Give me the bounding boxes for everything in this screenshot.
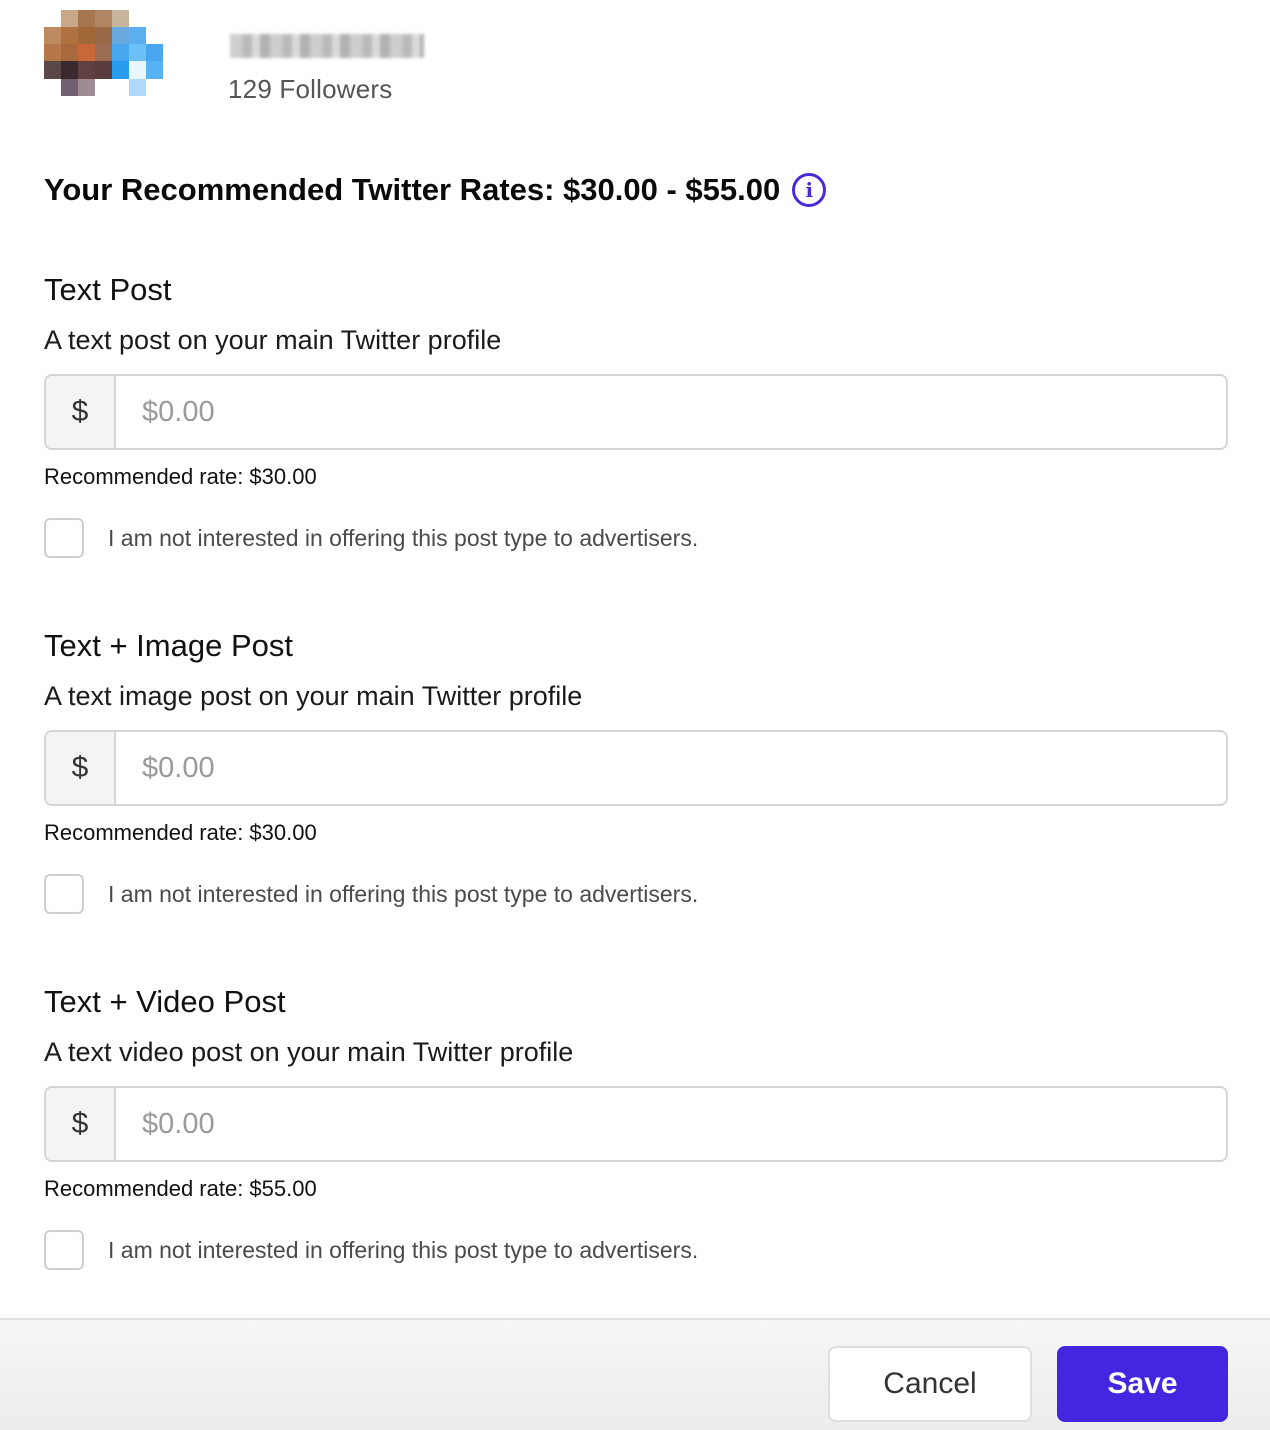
avatar-pixel — [61, 10, 78, 27]
currency-prefix: $ — [46, 1088, 116, 1160]
section-title: Text Post — [44, 272, 172, 307]
opt-out-label: I am not interested in offering this post type to advertisers. — [108, 524, 699, 551]
avatar-pixel — [129, 44, 146, 61]
avatar-pixel — [146, 96, 163, 113]
avatar-pixel — [78, 113, 95, 130]
avatar-pixel — [163, 27, 180, 44]
avatar — [44, 10, 180, 130]
avatar-pixel — [78, 96, 95, 113]
opt-out-label: I am not interested in offering this post type to advertisers. — [108, 1236, 699, 1263]
avatar-pixel — [129, 79, 146, 96]
opt-out-row — [44, 874, 1228, 914]
modal-footer — [0, 1318, 1270, 1430]
price-input-group — [44, 1086, 1228, 1162]
avatar-pixel — [61, 79, 78, 96]
avatar-pixel — [44, 113, 61, 130]
avatar-pixel — [146, 27, 163, 44]
section-text-image-post — [44, 626, 1228, 914]
avatar-pixel — [163, 44, 180, 61]
section-description: A text post on your main Twitter profile — [44, 325, 502, 355]
avatar-pixel — [78, 44, 95, 61]
avatar-pixel — [163, 113, 180, 130]
avatar-pixel — [78, 10, 95, 27]
avatar-pixel — [112, 61, 129, 78]
section-title: Text + Image Post — [44, 628, 293, 663]
section-text-video-post — [44, 982, 1228, 1270]
avatar-pixel — [44, 79, 61, 96]
recommended-rates-text: Your Recommended Twitter Rates: $30.00 - $55.00 — [44, 172, 781, 207]
avatar-pixel — [95, 27, 112, 44]
avatar-pixel — [95, 113, 112, 130]
avatar-pixel — [129, 27, 146, 44]
opt-out-row — [44, 1230, 1228, 1270]
avatar-pixel — [146, 79, 163, 96]
opt-out-checkbox[interactable] — [44, 874, 84, 914]
avatar-pixel — [129, 61, 146, 78]
avatar-pixel — [146, 61, 163, 78]
follower-count: 129 Followers — [228, 74, 393, 104]
avatar-pixelated-image — [44, 10, 180, 130]
price-input[interactable] — [116, 376, 1226, 448]
avatar-pixel — [163, 96, 180, 113]
recommended-rate: Recommended rate: $30.00 — [44, 464, 317, 489]
avatar-pixel — [44, 27, 61, 44]
avatar-pixel — [61, 44, 78, 61]
avatar-pixel — [129, 10, 146, 27]
avatar-pixel — [112, 113, 129, 130]
avatar-pixel — [61, 27, 78, 44]
avatar-pixel — [112, 44, 129, 61]
price-input[interactable] — [116, 732, 1226, 804]
section-description: A text image post on your main Twitter profile — [44, 681, 583, 711]
avatar-pixel — [112, 27, 129, 44]
save-button[interactable]: Save — [1057, 1346, 1228, 1422]
avatar-pixel — [61, 61, 78, 78]
avatar-pixel — [95, 10, 112, 27]
opt-out-label: I am not interested in offering this post type to advertisers. — [108, 880, 699, 907]
avatar-pixel — [112, 96, 129, 113]
avatar-pixel — [44, 61, 61, 78]
avatar-pixel — [163, 61, 180, 78]
profile-header — [44, 10, 844, 130]
opt-out-checkbox[interactable] — [44, 518, 84, 558]
avatar-pixel — [95, 96, 112, 113]
avatar-pixel — [61, 113, 78, 130]
recommended-rate: Recommended rate: $30.00 — [44, 820, 317, 845]
avatar-pixel — [112, 79, 129, 96]
avatar-pixel — [95, 61, 112, 78]
avatar-pixel — [95, 44, 112, 61]
avatar-pixel — [61, 96, 78, 113]
price-input-group — [44, 730, 1228, 806]
avatar-pixel — [44, 44, 61, 61]
info-icon[interactable]: i — [792, 173, 826, 207]
avatar-pixel — [78, 79, 95, 96]
currency-prefix: $ — [46, 376, 116, 448]
opt-out-checkbox[interactable] — [44, 1230, 84, 1270]
avatar-pixel — [146, 44, 163, 61]
avatar-pixel — [78, 27, 95, 44]
avatar-pixel — [44, 96, 61, 113]
section-text-post — [44, 270, 1228, 558]
price-input-group — [44, 374, 1228, 450]
avatar-pixel — [163, 79, 180, 96]
price-input[interactable] — [116, 1088, 1226, 1160]
section-title: Text + Video Post — [44, 984, 286, 1019]
avatar-pixel — [95, 79, 112, 96]
section-description: A text video post on your main Twitter profile — [44, 1037, 574, 1067]
cancel-button[interactable]: Cancel — [828, 1346, 1032, 1422]
currency-prefix: $ — [46, 732, 116, 804]
recommended-rates-heading — [44, 172, 826, 208]
avatar-pixel — [129, 96, 146, 113]
avatar-pixel — [129, 113, 146, 130]
profile-name-blurred — [230, 34, 424, 58]
opt-out-row — [44, 518, 1228, 558]
avatar-pixel — [146, 113, 163, 130]
avatar-pixel — [146, 10, 163, 27]
avatar-pixel — [112, 10, 129, 27]
recommended-rate: Recommended rate: $55.00 — [44, 1176, 317, 1201]
avatar-pixel — [163, 10, 180, 27]
avatar-pixel — [78, 61, 95, 78]
avatar-pixel — [44, 10, 61, 27]
